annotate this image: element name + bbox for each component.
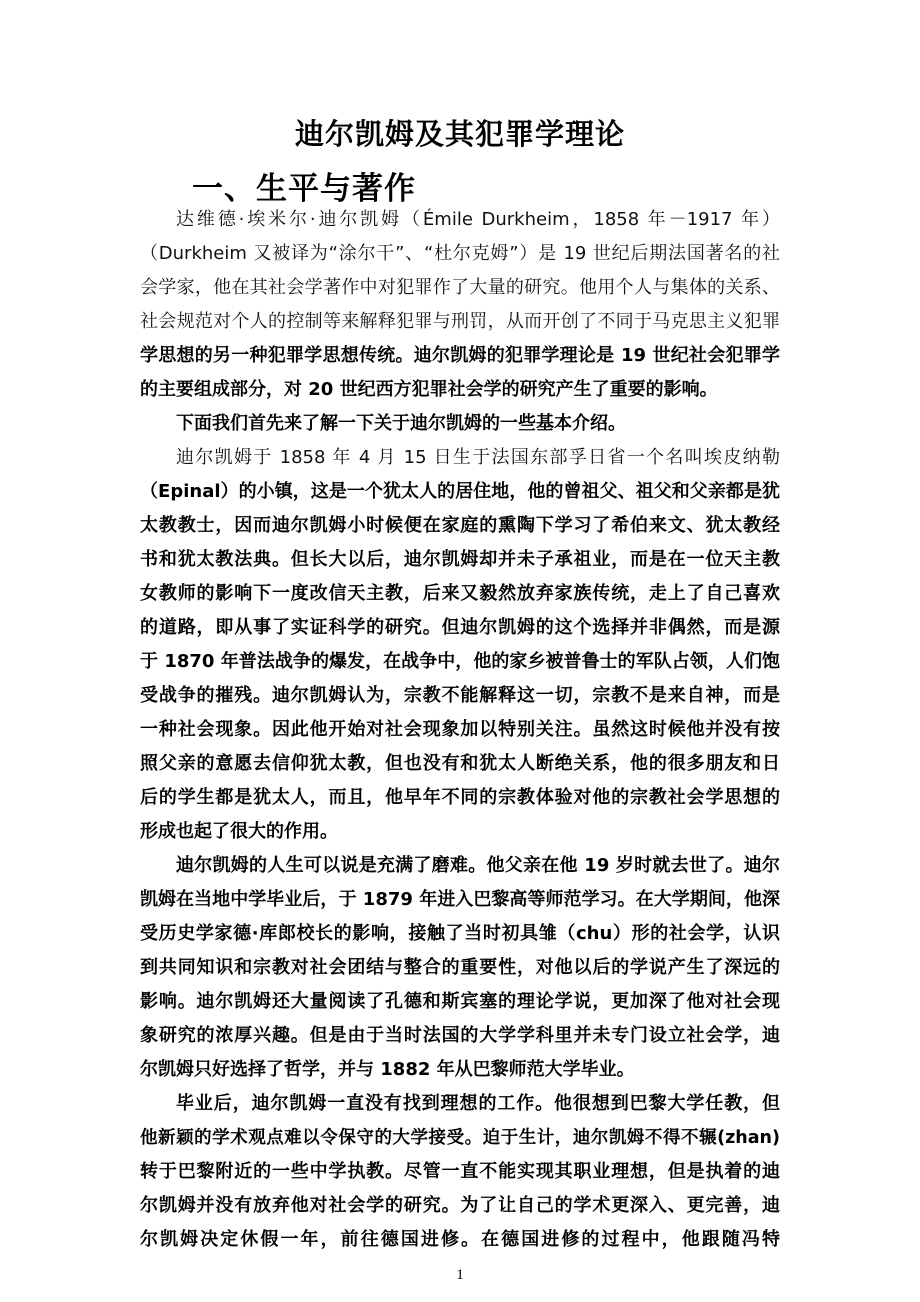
paragraph-line: 的道路，即从事了实证科学的研究。但迪尔凯姆的这个选择并非偶然，而是源	[140, 617, 780, 638]
paragraph-line: 女教师的影响下一度改信天主教，后来又毅然放弃家族传统，走上了自己喜欢	[140, 583, 780, 604]
paragraph-line: 毕业后，迪尔凯姆一直没有找到理想的工作。他很想到巴黎大学任教，但	[176, 1093, 780, 1114]
paragraph-line: 迪尔凯姆于 1858 年 4 月 15 日生于法国东部孚日省一个名叫埃皮纳勒	[176, 447, 780, 468]
paragraph-line: 影响。迪尔凯姆还大量阅读了孔德和斯宾塞的理论学说，更加深了他对社会现	[140, 991, 780, 1012]
paragraph-line: 尔凯姆只好选择了哲学，并与 1882 年从巴黎师范大学毕业。	[140, 1059, 635, 1080]
paragraph-line: （Epinal）的小镇，这是一个犹太人的居住地，他的曾祖父、祖父和父亲都是犹	[140, 481, 780, 502]
document-title: 迪尔凯姆及其犯罪学理论	[294, 117, 625, 151]
paragraph-line: 迪尔凯姆的人生可以说是充满了磨难。他父亲在他 19 岁时就去世了。迪尔	[176, 855, 780, 876]
paragraph-line: 受战争的摧残。迪尔凯姆认为，宗教不能解释这一切，宗教不是来自神，而是	[140, 685, 780, 706]
paragraph-line: 到共同知识和宗教对社会团结与整合的重要性，对他以后的学说产生了深远的	[140, 957, 780, 978]
paragraph-line: 象研究的浓厚兴趣。但是由于当时法国的大学学科里并未专门设立社会学，迪	[140, 1025, 780, 1046]
paragraph-line: 转于巴黎附近的一些中学执教。尽管一直不能实现其职业理想，但是执着的迪	[140, 1161, 780, 1182]
paragraph-line: 后的学生都是犹太人，而且，他早年不同的宗教体验对他的宗教社会学思想的	[140, 787, 780, 808]
paragraph-line: 一种社会现象。因此他开始对社会现象加以特别关注。虽然这时候他并没有按	[140, 719, 780, 740]
paragraph-line: 凯姆在当地中学毕业后，于 1879 年进入巴黎高等师范学习。在大学期间，他深	[140, 889, 780, 910]
paragraph-line: 于 1870 年普法战争的爆发，在战争中，他的家乡被普鲁士的军队占领，人们饱	[140, 651, 780, 672]
paragraph-line: 太教教士，因而迪尔凯姆小时候便在家庭的熏陶下学习了希伯来文、犹太教经	[140, 515, 780, 536]
paragraph-line: 下面我们首先来了解一下关于迪尔凯姆的一些基本介绍。	[176, 413, 626, 434]
paragraph-line: 受历史学家德·库郎校长的影响，接触了当时初具雏（chu）形的社会学，认识	[140, 923, 780, 944]
paragraph-line: 照父亲的意愿去信仰犹太教，但也没有和犹太人断绝关系，他的很多朋友和日	[140, 753, 780, 774]
paragraph-line: 的主要组成部分，对 20 世纪西方犯罪社会学的研究产生了重要的影响。	[140, 379, 718, 400]
paragraph-line: 尔凯姆决定休假一年，前往德国进修。在德国进修的过程中，他跟随冯特	[140, 1229, 780, 1250]
section-heading: 一、生平与著作	[192, 171, 416, 207]
page-number: 1	[456, 1267, 464, 1283]
paragraph-line: 会学家，他在其社会学著作中对犯罪作了大量的研究。他用个人与集体的关系、	[140, 277, 780, 298]
paragraph-line: 书和犹太教法典。但长大以后，迪尔凯姆却并未子承祖业，而是在一位天主教	[140, 549, 780, 570]
paragraph-line: （Durkheim 又被译为“涂尔干”、“杜尔克姆”）是 19 世纪后期法国著名的社	[140, 243, 780, 264]
paragraph-line: 形成也起了很大的作用。	[140, 821, 338, 842]
paragraph-line: 他新颖的学术观点难以令保守的大学接受。迫于生计，迪尔凯姆不得不辗(zhan)	[140, 1128, 780, 1148]
paragraph-line: 学思想的另一种犯罪学思想传统。迪尔凯姆的犯罪学理论是 19 世纪社会犯罪学	[140, 345, 780, 366]
paragraph-line: 尔凯姆并没有放弃他对社会学的研究。为了让自己的学术更深入、更完善，迪	[140, 1195, 780, 1216]
paragraph-line: 社会规范对个人的控制等来解释犯罪与刑罚，从而开创了不同于马克思主义犯罪	[140, 311, 780, 332]
paragraph-line: 达维德·埃米尔·迪尔凯姆（Émile Durkheim，1858 年－1917 年）	[176, 209, 780, 230]
